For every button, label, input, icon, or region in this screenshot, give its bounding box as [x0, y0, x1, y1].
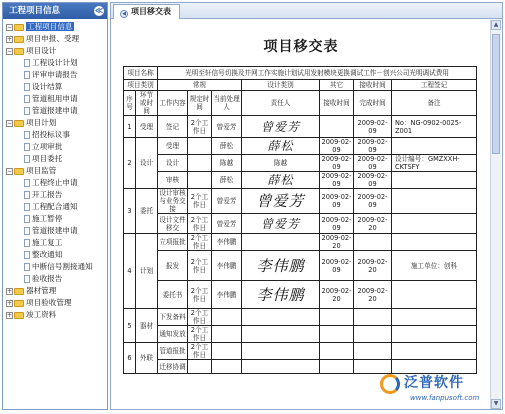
receive-time-cell — [320, 360, 354, 374]
tree-item[interactable] — [4, 129, 107, 141]
scroll-down-icon[interactable]: ▼ — [491, 399, 501, 409]
tab-label: 项目移交表 — [131, 7, 171, 16]
document-icon — [24, 179, 30, 187]
remark-cell — [392, 281, 477, 309]
handler-cell: 曾爱芳 — [212, 116, 242, 138]
handler-cell — [212, 343, 242, 360]
stage-cell: 委托 — [136, 189, 158, 234]
folder-icon — [14, 48, 24, 55]
tree-item-label: 项目计划 — [26, 118, 57, 127]
table-row — [124, 138, 477, 155]
handler-cell: 李伟鹏 — [212, 281, 242, 309]
column-header: 环节或时间 — [136, 91, 158, 116]
limit-cell — [188, 155, 212, 172]
finish-time-cell — [354, 309, 392, 326]
tree-item-label: 项目设计 — [26, 46, 57, 55]
document-icon — [24, 203, 30, 211]
tree-item[interactable] — [4, 285, 107, 297]
expand-toggle-icon[interactable]: + — [7, 311, 13, 319]
logo-name: 泛普软件 — [404, 375, 464, 391]
expand-toggle-icon[interactable]: + — [7, 287, 13, 295]
content-panel — [110, 2, 503, 410]
finish-time-cell — [354, 343, 392, 360]
receive-time-cell: 2009-02-09 — [320, 251, 354, 281]
tree-item-label: 整改通知 — [32, 250, 63, 259]
table-cell: 常规 — [158, 80, 242, 91]
finish-time-cell: 2009-02-09 — [354, 138, 392, 155]
content-cell: 设计审核与业务交接 — [159, 189, 186, 213]
collapse-toggle-icon[interactable]: − — [7, 167, 13, 175]
document-area — [112, 20, 490, 409]
folder-icon — [14, 312, 24, 319]
table-row — [124, 326, 477, 343]
remark-cell — [392, 172, 477, 189]
limit-cell: 2个工作日 — [188, 343, 212, 360]
stage-cell: 器材 — [136, 309, 158, 343]
column-header: 序号 — [124, 91, 136, 116]
signature-cell: 李伟鹏 — [242, 281, 320, 309]
table-row — [124, 214, 477, 234]
tree-item[interactable] — [4, 249, 107, 261]
remark-cell — [392, 343, 477, 360]
content-cell: 报发 — [158, 251, 188, 281]
folder-icon — [14, 300, 24, 307]
tree-item[interactable] — [4, 213, 107, 225]
tree-item-label: 项目委托 — [32, 154, 63, 163]
content-cell: 立项报批 — [158, 234, 188, 251]
limit-cell — [188, 172, 212, 189]
signature-cell: 曾爱芳 — [242, 214, 320, 234]
signature-cell: 李伟鹏 — [242, 251, 320, 281]
column-header: 完成时间 — [354, 91, 392, 116]
limit-cell — [188, 360, 212, 374]
limit-cell — [188, 138, 212, 155]
tree-item-label: 工程项目信息 — [27, 22, 73, 31]
tree-item-label: 招投标议事 — [32, 130, 70, 139]
signature-cell — [242, 234, 320, 251]
tree-item-label: 施工暂停 — [32, 214, 63, 223]
tree-item[interactable] — [4, 45, 107, 57]
tree-item-label: 施工复工 — [32, 238, 63, 247]
tree-item-label: 立项审批 — [32, 142, 63, 151]
handler-cell: 李伟鹏 — [212, 234, 242, 251]
receive-time-cell: 2009-02-20 — [320, 234, 354, 251]
folder-icon — [14, 168, 24, 175]
column-header: 责任人 — [242, 91, 320, 116]
tree-item[interactable] — [4, 165, 107, 177]
signature-cell: 陈越 — [242, 155, 320, 172]
document-icon — [24, 239, 30, 247]
nav-tree — [3, 19, 107, 321]
document-icon — [24, 263, 30, 271]
remark-cell — [392, 214, 477, 234]
folder-icon — [14, 36, 24, 43]
tree-item-label: 工程配合通知 — [32, 202, 78, 211]
handler-cell: 薛松 — [212, 138, 242, 155]
document-title: 项目移交表 — [263, 39, 339, 55]
folder-icon — [14, 288, 24, 295]
document-icon — [24, 71, 30, 79]
signature-cell — [242, 360, 320, 374]
scroll-thumb[interactable] — [492, 34, 500, 154]
tab-arrow-icon: ◀ — [120, 10, 128, 18]
scroll-up-icon[interactable]: ▲ — [491, 20, 501, 30]
tree-item[interactable] — [4, 57, 107, 69]
tree-item[interactable] — [4, 273, 107, 285]
limit-cell: 2个工作日 — [188, 251, 212, 281]
receive-time-cell — [320, 326, 354, 343]
tree-item[interactable] — [4, 297, 107, 309]
table-row — [124, 281, 477, 309]
signature-cell: 曾爱芳 — [242, 116, 320, 138]
tree-item-label: 评审申请报告 — [32, 70, 78, 79]
collapse-toggle-icon[interactable]: − — [7, 47, 13, 55]
limit-cell: 2个工作日 — [188, 116, 212, 138]
tree-item-label: 验收报告 — [32, 274, 63, 283]
content-cell: 审核 — [158, 172, 188, 189]
folder-icon — [14, 120, 24, 127]
tree-item-label: 器材管理 — [26, 286, 57, 295]
document-icon — [24, 143, 30, 151]
remark-cell: 施工单位：创科 — [392, 251, 477, 281]
finish-time-cell: 2009-02-20 — [354, 281, 392, 309]
nav-sidebar — [2, 2, 108, 410]
sidebar-header — [3, 3, 107, 19]
tree-item-label: 工程设计计划 — [32, 58, 78, 67]
content-cell: 签记 — [158, 116, 188, 138]
signature-cell: 曾爱芳 — [242, 189, 320, 214]
handler-cell: 薛松 — [212, 172, 242, 189]
remark-cell: No：NG-0902-0025-Z001 — [392, 116, 477, 138]
transfer-table — [123, 66, 477, 374]
collapse-icon[interactable]: ≪ — [94, 6, 104, 15]
document-icon — [24, 131, 30, 139]
tree-item-label: 项目申报、受理 — [26, 34, 80, 43]
column-header: 规定时间 — [188, 91, 212, 116]
finish-time-cell — [354, 326, 392, 343]
seq-cell: 3 — [124, 189, 136, 234]
folder-icon — [14, 24, 24, 31]
receive-time-cell: 2009-02-09 — [320, 172, 354, 189]
document-icon — [24, 107, 30, 115]
document-icon — [24, 215, 30, 223]
brand-logo — [380, 370, 500, 408]
table-row — [124, 172, 477, 189]
table-cell: 项目类别 — [124, 80, 158, 91]
seq-cell: 4 — [124, 234, 136, 309]
seq-cell: 2 — [124, 138, 136, 189]
handler-cell — [212, 309, 242, 326]
tree-item[interactable] — [4, 33, 107, 45]
expand-toggle-icon[interactable]: + — [7, 35, 13, 43]
remark-cell: 设计编号：GMZXXH-CKTSFY — [392, 155, 477, 172]
table-cell: 设计类别 — [242, 80, 320, 91]
content-cell: 迁移协调 — [158, 360, 188, 374]
sidebar-title: 工程项目信息 — [9, 6, 61, 16]
document-icon — [24, 191, 30, 199]
document-icon — [24, 83, 30, 91]
table-cell: 接收时间 — [354, 80, 392, 91]
table-row — [124, 343, 477, 360]
table-row — [124, 189, 477, 214]
finish-time-cell: 2009-02-20 — [354, 214, 392, 234]
finish-time-cell: 2009-02-09 — [354, 116, 392, 138]
expand-toggle-icon[interactable]: + — [7, 299, 13, 307]
receive-time-cell: 2009-02-20 — [320, 281, 354, 309]
header-row — [124, 91, 477, 116]
column-header: 当前处理人 — [212, 91, 242, 116]
table-cell: 其它 — [320, 80, 354, 91]
seq-cell: 1 — [124, 116, 136, 138]
table-row — [124, 155, 477, 172]
signature-cell: 薛松 — [242, 172, 320, 189]
signature-cell — [242, 309, 320, 326]
handler-cell: 李伟鹏 — [212, 251, 242, 281]
tree-item[interactable] — [4, 21, 107, 33]
document-icon — [24, 59, 30, 67]
collapse-toggle-icon[interactable]: − — [7, 119, 13, 127]
collapse-toggle-icon[interactable]: − — [7, 23, 13, 31]
tree-item[interactable] — [4, 141, 107, 153]
content-cell: 委托书 — [158, 281, 188, 309]
tree-item-label: 管道租用申请 — [32, 94, 78, 103]
limit-cell: 2个工作日 — [188, 214, 212, 234]
tree-item[interactable] — [4, 189, 107, 201]
column-header: 备注 — [392, 91, 477, 116]
remark-cell — [392, 189, 477, 214]
tab-project-transfer[interactable] — [113, 4, 180, 19]
signature-cell — [242, 326, 320, 343]
handler-cell: 曾爱芳 — [212, 189, 242, 214]
receive-time-cell: 2009-02-09 — [320, 138, 354, 155]
content-cell: 下发备料 — [158, 309, 188, 326]
seq-cell: 6 — [124, 343, 136, 374]
tree-item[interactable] — [4, 309, 107, 321]
tree-item-label: 设计结算 — [32, 82, 63, 91]
content-cell: 设计 — [158, 155, 188, 172]
tree-item[interactable] — [4, 105, 107, 117]
content-cell: 管道报批 — [158, 343, 188, 360]
tree-item-label: 工程终止申请 — [32, 178, 78, 187]
column-header: 工作内容 — [158, 91, 188, 116]
finish-time-cell: 2009-02-09 — [354, 189, 392, 214]
tree-item[interactable] — [4, 69, 107, 81]
handler-cell: 曾爱芳 — [212, 214, 242, 234]
limit-cell: 2个工作日 — [188, 309, 212, 326]
receive-time-cell: 2009-02-09 — [320, 214, 354, 234]
tree-item-label: 管道报建申请 — [32, 106, 78, 115]
receive-time-cell — [320, 116, 354, 138]
stage-cell: 设计 — [136, 138, 158, 189]
project-name-label: 项目名称 — [124, 67, 158, 80]
seq-cell: 5 — [124, 309, 136, 343]
tree-item[interactable] — [4, 81, 107, 93]
receive-time-cell: 2009-02-09 — [320, 155, 354, 172]
table-row — [124, 234, 477, 251]
vertical-scrollbar[interactable] — [490, 20, 501, 409]
stage-cell: 外联 — [136, 343, 158, 374]
table-row — [124, 251, 477, 281]
table-cell: 工程签记 — [392, 80, 477, 91]
content-cell: 受理 — [158, 138, 188, 155]
finish-time-cell: 2009-02-09 — [354, 172, 392, 189]
content-cell: 设计文件移交 — [159, 215, 186, 232]
stage-cell: 计划 — [136, 234, 158, 309]
tree-item[interactable] — [4, 117, 107, 129]
limit-cell: 2个工作日 — [188, 281, 212, 309]
finish-time-cell — [354, 234, 392, 251]
document-icon — [24, 155, 30, 163]
logo-site: www.fanpusoft.com — [410, 394, 480, 402]
tree-item[interactable] — [4, 177, 107, 189]
tree-item[interactable] — [4, 153, 107, 165]
document-icon — [24, 251, 30, 259]
tree-item-label: 管道报建申请 — [32, 226, 78, 235]
logo-mark-icon — [380, 374, 400, 394]
tree-item-label: 项目验收管理 — [26, 298, 72, 307]
handler-cell — [212, 326, 242, 343]
tree-item[interactable] — [4, 261, 107, 273]
remark-cell — [392, 309, 477, 326]
document-icon — [24, 227, 30, 235]
remark-cell — [392, 234, 477, 251]
stage-cell: 受理 — [136, 116, 158, 138]
tree-item-label: 开工报告 — [32, 190, 63, 199]
limit-cell: 2个工作日 — [188, 234, 212, 251]
document-icon — [24, 275, 30, 283]
limit-cell: 2个工作日 — [188, 189, 212, 214]
tree-item-label: 项目监管 — [26, 166, 57, 175]
table-row — [124, 309, 477, 326]
tree-item[interactable] — [4, 225, 107, 237]
handler-cell: 陈越 — [212, 155, 242, 172]
signature-cell — [242, 343, 320, 360]
receive-time-cell — [320, 309, 354, 326]
tree-item-label: 中断信号割接通知 — [32, 262, 93, 271]
signature-cell: 薛松 — [242, 138, 320, 155]
project-name-value: 光明至轩信号切换及井网工作实施计划试用发射模块更换调试工作－创兴公司光明调试费用 — [158, 67, 477, 80]
document-icon — [24, 95, 30, 103]
limit-cell: 2个工作日 — [188, 326, 212, 343]
tree-item-label: 竣工资料 — [26, 310, 57, 319]
tree-item[interactable] — [4, 201, 107, 213]
tree-item[interactable] — [4, 93, 107, 105]
content-cell: 通知发放 — [158, 326, 188, 343]
remark-cell — [392, 138, 477, 155]
finish-time-cell: 2009-02-20 — [354, 251, 392, 281]
project-name-row — [124, 67, 477, 80]
finish-time-cell: 2009-02-09 — [354, 155, 392, 172]
header-row — [124, 80, 477, 91]
column-header: 接收时间 — [320, 91, 354, 116]
receive-time-cell — [320, 343, 354, 360]
remark-cell — [392, 326, 477, 343]
receive-time-cell: 2009-02-09 — [320, 189, 354, 214]
handler-cell — [212, 360, 242, 374]
table-row — [124, 116, 477, 138]
tab-bar — [111, 3, 502, 19]
tree-item[interactable] — [4, 237, 107, 249]
